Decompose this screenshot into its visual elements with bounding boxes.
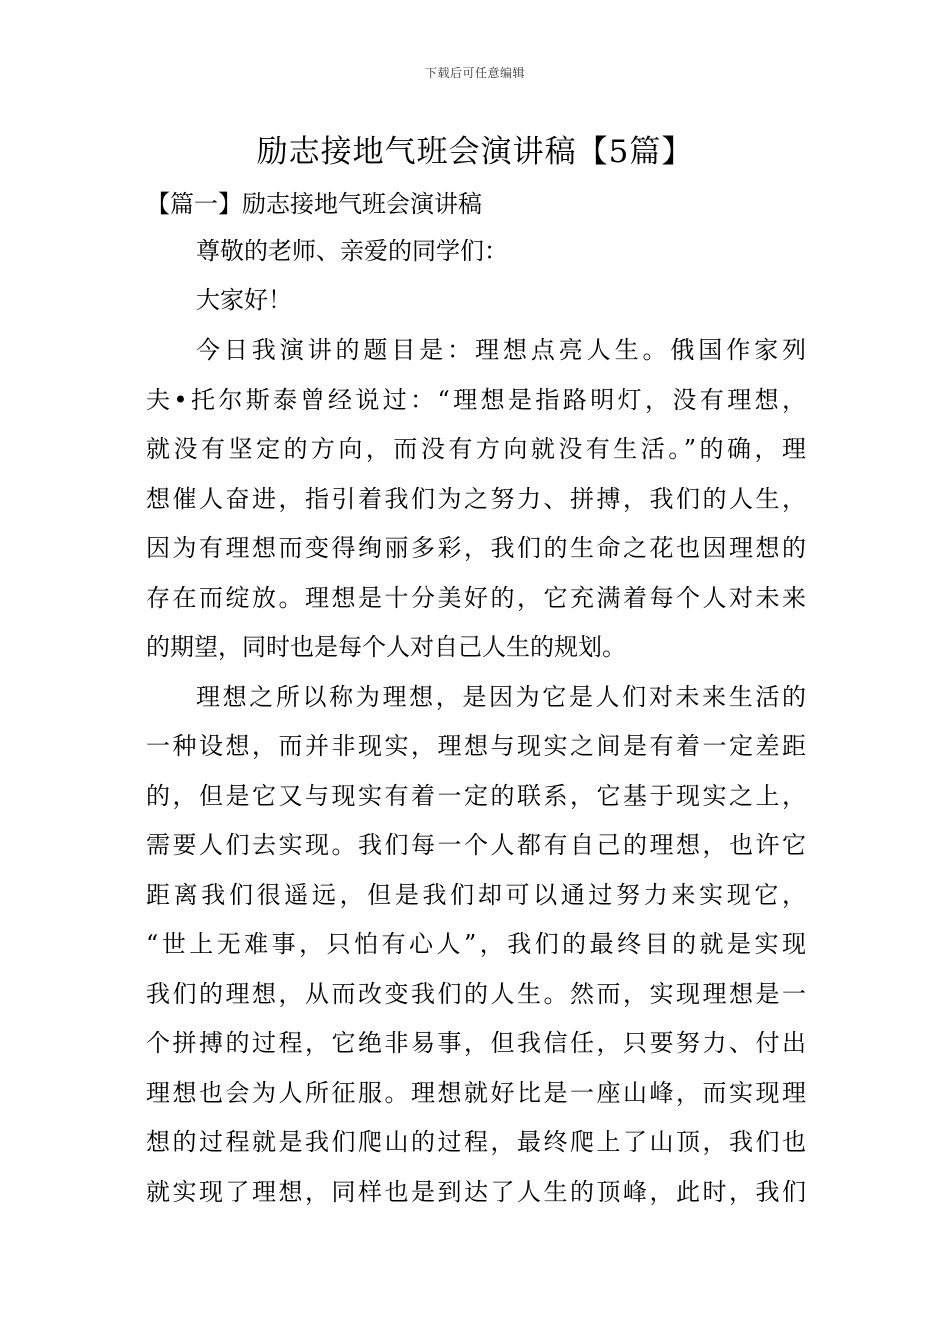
paragraph-line: 的，但是它又与现实有着一定的联系，它基于现实之上，	[146, 782, 806, 810]
salutation: 尊敬的老师、亲爱的同学们：	[196, 237, 508, 265]
paragraph-line: 理想之所以称为理想，是因为它是人们对未来生活的	[196, 683, 806, 711]
paragraph-line: 因为有理想而变得绚丽多彩，我们的生命之花也因理想的	[146, 534, 806, 562]
paragraph-line: 想的过程就是我们爬山的过程，最终爬上了山顶，我们也	[146, 1128, 806, 1156]
section-heading: 【篇一】励志接地气班会演讲稿	[146, 190, 482, 218]
header-note: 下载后可任意编辑	[424, 66, 525, 80]
paragraph-line: 我们的理想，从而改变我们的人生。然而，实现理想是一	[146, 980, 806, 1008]
paragraph-line: 就没有坚定的方向，而没有方向就没有生活。”的确，理	[146, 435, 806, 463]
paragraph-line: 就实现了理想，同样也是到达了人生的顶峰，此时，我们	[146, 1178, 806, 1206]
paragraph-line: 需要人们去实现。我们每一个人都有自己的理想，也许它	[146, 831, 806, 859]
paragraph-line: 存在而绽放。理想是十分美好的，它充满着每个人对未来	[146, 584, 806, 612]
greeting: 大家好！	[196, 286, 292, 314]
paragraph-line: 夫•托尔斯泰曾经说过：“理想是指路明灯，没有理想，	[146, 386, 806, 414]
paragraph-line: “世上无难事，只怕有心人”，我们的最终目的就是实现	[146, 930, 806, 958]
paragraph-line: 想催人奋进，指引着我们为之努力、拼搏，我们的人生，	[146, 485, 806, 513]
paragraph-line: 个拼搏的过程，它绝非易事，但我信任，只要努力、付出	[146, 1029, 806, 1057]
paragraph-line: 的期望，同时也是每个人对自己人生的规划。	[146, 633, 626, 661]
paragraph-line: 理想也会为人所征服。理想就好比是一座山峰，而实现理	[146, 1079, 806, 1107]
document-title: 励志接地气班会演讲稿【5篇】	[256, 134, 694, 170]
paragraph-line: 距离我们很遥远，但是我们却可以通过努力来实现它，	[146, 881, 806, 909]
paragraph-line: 今日我演讲的题目是：理想点亮人生。俄国作家列	[196, 336, 806, 364]
paragraph-line: 一种设想，而并非现实，理想与现实之间是有着一定差距	[146, 732, 806, 760]
